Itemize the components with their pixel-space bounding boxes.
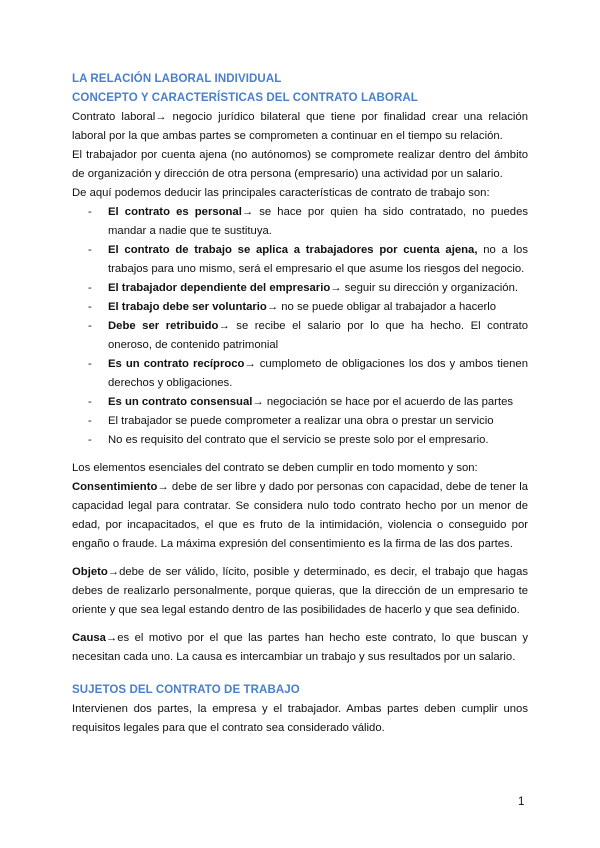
list-item: - El trabajo debe ser voluntario→ no se puede obligar al trabajador a hacerlo bbox=[88, 301, 497, 313]
list-item: - Es un contrato consensual→ negociación se hace por el acuerdo de las partes bbox=[88, 396, 514, 408]
elements-intro: Los elementos esenciales del contrato se deben cumplir en todo momento y son: bbox=[72, 462, 478, 474]
page-number: 1 bbox=[518, 796, 525, 808]
subjects-title: SUJETOS DEL CONTRATO DE TRABAJO bbox=[72, 684, 300, 696]
characteristics-list bbox=[72, 203, 528, 450]
list-item: - El contrato es personal→ se hace por quien ha sido contratado, no puedes mandar a nadie que te sustituya. bbox=[88, 206, 528, 237]
element-causa: Causa→es el motivo por el que las partes han hecho este contrato, lo que buscan y necesitan cada uno. La causa es intercambiar un trabajo y sus resultados por un salario. bbox=[72, 632, 528, 663]
list-item: - El contrato de trabajo se aplica a trabajadores por cuenta ajena, no a los trabajos para uno mismo, será el empresario el que asume los riesgos del negocio. bbox=[88, 244, 528, 275]
list-item: - No es requisito del contrato que el servicio se preste solo por el empresario. bbox=[88, 434, 489, 446]
document-page bbox=[72, 70, 528, 738]
subjects-paragraph: Intervienen dos partes, la empresa y el trabajador. Ambas partes deben cumplir unos requisitos legales para que el contrato sea considerado válido. bbox=[72, 703, 528, 734]
intro-paragraph-2: El trabajador por cuenta ajena (no autónomos) se compromete realizar dentro del ámbito de organización y dirección de otra persona (empresario) una actividad por un salario. bbox=[72, 149, 528, 180]
intro-paragraph-3: De aquí podemos deducir las principales características de contrato de trabajo son: bbox=[72, 187, 490, 199]
list-item: - Debe ser retribuido→ se recibe el salario por lo que ha hecho. El contrato oneroso, de contenido patrimonial bbox=[88, 320, 528, 351]
list-item: - Es un contrato recíproco→ cumplometo de obligaciones los dos y ambos tienen derechos y obligaciones. bbox=[88, 358, 528, 389]
element-objeto: Objeto→debe de ser válido, lícito, posible y determinado, es decir, el trabajo que hagas debes de realizarlo personalmente, porque quieras, que la dirección de un empresario te oriente y que sea legal estando dentro de las posibilidades de hacerlo y que sea definido. bbox=[72, 566, 528, 616]
section-title: LA RELACIÓN LABORAL INDIVIDUAL bbox=[72, 73, 282, 85]
list-item: - El trabajador dependiente del empresario→ seguir su dirección y organización. bbox=[88, 282, 518, 294]
list-item: - El trabajador se puede comprometer a realizar una obra o prestar un servicio bbox=[88, 415, 494, 427]
element-consentimiento: Consentimiento→ debe de ser libre y dado por personas con capacidad, debe de tener la capacidad legal para contratar. Se considera nulo todo contrato hecho por un menor de edad, por incapacitados, el que es fruto de la intimidación, violencia o conseguido por engaño o fraude. La máxima expresión del consentimiento es la firma de las dos partes. bbox=[72, 481, 528, 550]
intro-paragraph-1: Contrato laboral→ negocio jurídico bilateral que tiene por finalidad crear una relación laboral por la que ambas partes se comprometen a continuar en el tiempo su relación. bbox=[72, 111, 528, 142]
section-subtitle: CONCEPTO Y CARACTERÍSTICAS DEL CONTRATO LABORAL bbox=[72, 92, 418, 104]
